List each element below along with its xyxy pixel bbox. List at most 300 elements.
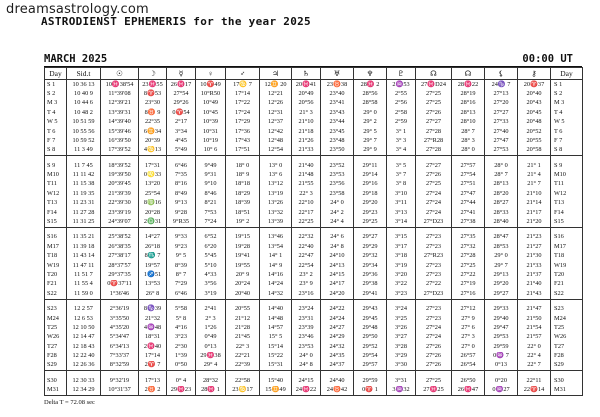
- table-cell: 27°35: [452, 227, 485, 242]
- table-cell: 9°33: [167, 227, 196, 242]
- table-cell: 15♊49: [260, 386, 292, 396]
- table-cell: 15°14: [260, 342, 292, 351]
- table-cell: 0°13: [196, 342, 226, 351]
- table-cell: 29°26: [167, 99, 196, 108]
- table-cell: 12 26 36: [67, 361, 101, 371]
- day-cell: M31: [551, 386, 583, 396]
- table-cell: 28° 0: [485, 156, 518, 171]
- table-body: [45, 80, 583, 396]
- table-cell: 4♋13: [139, 146, 167, 156]
- table-cell: 24°35: [321, 352, 354, 361]
- table-cell: 20°28: [139, 208, 167, 217]
- table-cell: 20°43: [518, 99, 551, 108]
- table-cell: 11 7 45: [67, 156, 101, 171]
- table-cell: 3°14: [387, 217, 416, 227]
- table-cell: 21° 4: [518, 171, 551, 180]
- day-cell: T20: [551, 270, 583, 279]
- table-cell: 27°16: [452, 289, 485, 299]
- column-header: ☉: [101, 68, 139, 80]
- table-row: [45, 299, 583, 314]
- table-cell: 18°31: [139, 333, 167, 342]
- table-cell: 23°44: [321, 118, 354, 127]
- table-cell: 18° 9: [226, 171, 260, 180]
- table-cell: 27° 6: [452, 323, 485, 332]
- table-cell: 27°22: [452, 270, 485, 279]
- table-cell: 3° 4: [387, 146, 416, 156]
- table-cell: 29°32: [354, 252, 387, 261]
- table-cell: 12 34 29: [67, 386, 101, 396]
- table-cell: 15°39'46: [101, 127, 139, 136]
- table-row: [45, 156, 583, 171]
- table-cell: 29°13: [485, 270, 518, 279]
- table-cell: 22°17: [292, 208, 321, 217]
- table-row: [45, 89, 583, 98]
- table-cell: 10 40 9: [67, 89, 101, 98]
- table-cell: 11 51 7: [67, 270, 101, 279]
- table-cell: 15°40: [260, 371, 292, 386]
- table-cell: 8°16: [167, 180, 196, 189]
- table-row: [45, 189, 583, 198]
- table-cell: 29° 9: [354, 146, 387, 156]
- table-cell: 29°59: [485, 342, 518, 351]
- day-cell: S 8: [45, 146, 67, 156]
- table-cell: 2°59: [387, 118, 416, 127]
- day-cell: S16: [551, 227, 583, 242]
- table-cell: 13° 6: [260, 171, 292, 180]
- table-cell: 29°27: [354, 227, 387, 242]
- table-cell: 11 39 18: [67, 242, 101, 251]
- table-cell: 12♊ 20: [260, 80, 292, 90]
- table-cell: 22°25: [292, 217, 321, 227]
- day-cell: S23: [551, 299, 583, 314]
- day-cell: W12: [551, 189, 583, 198]
- table-cell: 10°19: [196, 136, 226, 145]
- day-cell: S 1: [45, 80, 67, 90]
- table-cell: 19° 2: [226, 217, 260, 227]
- table-cell: 28°13: [485, 180, 518, 189]
- table-cell: 29°43: [354, 299, 387, 314]
- table-cell: 12 22 40: [67, 352, 101, 361]
- table-cell: 12°39'21: [101, 99, 139, 108]
- table-cell: 14° 9: [260, 261, 292, 270]
- table-cell: 2♒53: [387, 80, 416, 90]
- table-cell: 3°26: [387, 323, 416, 332]
- column-header: ⚷: [518, 68, 551, 80]
- table-cell: 23°31: [292, 314, 321, 323]
- table-cell: 29° 0: [354, 108, 387, 117]
- table-cell: 9°13: [167, 199, 196, 208]
- table-cell: 21°32: [139, 314, 167, 323]
- table-row: [45, 127, 583, 136]
- table-cell: 2°41: [196, 299, 226, 314]
- table-cell: 29°50: [354, 333, 387, 342]
- table-cell: 17°14: [226, 89, 260, 98]
- table-cell: 7°53: [196, 208, 226, 217]
- table-cell: 22°54: [292, 261, 321, 270]
- table-cell: 23°53: [321, 171, 354, 180]
- table-cell: 12 6 53: [67, 314, 101, 323]
- table-cell: 26°54: [452, 361, 485, 371]
- table-cell: 0°50: [167, 361, 196, 371]
- table-cell: 24° 4: [321, 217, 354, 227]
- table-cell: 10 44 6: [67, 99, 101, 108]
- table-cell: 28°19: [452, 89, 485, 98]
- day-cell: S 9: [45, 156, 67, 171]
- day-cell: S23: [45, 299, 67, 314]
- table-cell: 12°26: [260, 99, 292, 108]
- table-cell: 17°31: [139, 156, 167, 171]
- table-cell: 29°16: [354, 180, 387, 189]
- table-cell: 8°46: [196, 189, 226, 198]
- table-cell: 0♒ 7: [485, 352, 518, 361]
- table-cell: 0♌33: [139, 171, 167, 180]
- table-cell: 27°53: [485, 146, 518, 156]
- table-cell: 21°54: [518, 323, 551, 332]
- day-cell: T 6: [551, 127, 583, 136]
- table-cell: 28° 3: [452, 136, 485, 145]
- day-cell: S29: [551, 361, 583, 371]
- table-cell: 18°51: [226, 208, 260, 217]
- day-cell: T11: [551, 180, 583, 189]
- table-cell: 3°13: [387, 208, 416, 217]
- table-cell: 9°10: [196, 180, 226, 189]
- table-cell: 29° 4: [196, 361, 226, 371]
- table-cell: 28°40: [485, 217, 518, 227]
- table-cell: 19°57: [139, 261, 167, 270]
- table-cell: 27°40: [485, 127, 518, 136]
- table-cell: 20°49: [292, 89, 321, 98]
- table-cell: 22°35: [139, 118, 167, 127]
- table-cell: 13°20: [139, 180, 167, 189]
- day-cell: F21: [45, 280, 67, 289]
- column-header: ☽: [139, 68, 167, 80]
- table-cell: 11 43 14: [67, 252, 101, 261]
- table-cell: 15°22: [260, 352, 292, 361]
- table-cell: 10°45: [196, 108, 226, 117]
- table-cell: 13°54: [260, 242, 292, 251]
- table-cell: 21°23: [518, 227, 551, 242]
- table-cell: 24°13: [321, 261, 354, 270]
- table-cell: 24° 8: [321, 242, 354, 251]
- table-cell: 5°10: [196, 261, 226, 270]
- table-cell: 17°14: [139, 352, 167, 361]
- table-cell: 27° 3: [452, 333, 485, 342]
- table-cell: 21°10: [292, 118, 321, 127]
- table-cell: 28° 0: [452, 146, 485, 156]
- table-cell: 20°39: [139, 136, 167, 145]
- day-cell: F14: [45, 208, 67, 217]
- table-cell: 20°48: [518, 118, 551, 127]
- table-cell: 1°26: [196, 323, 226, 332]
- table-cell: 6°46: [167, 156, 196, 171]
- table-cell: 25°38'52: [101, 227, 139, 242]
- table-cell: 27°27: [485, 108, 518, 117]
- table-cell: 13°32: [260, 208, 292, 217]
- table-cell: 27°41: [452, 208, 485, 217]
- table-cell: 27°54: [452, 171, 485, 180]
- table-cell: 8°39: [167, 261, 196, 270]
- table-cell: 29°20: [354, 199, 387, 208]
- table-cell: 28°32: [196, 371, 226, 386]
- table-cell: 2°58: [387, 108, 416, 117]
- table-cell: 28♓22: [452, 80, 485, 90]
- table-cell: 10°31'37: [101, 386, 139, 396]
- table-cell: 23° 9: [292, 280, 321, 289]
- table-cell: 11°39'08: [101, 89, 139, 98]
- table-cell: 20°45: [518, 108, 551, 117]
- day-cell: W19: [45, 261, 67, 270]
- table-cell: 27°26: [416, 342, 452, 351]
- table-cell: 4♒48: [139, 323, 167, 332]
- table-cell: 23°48: [321, 136, 354, 145]
- table-cell: 3° 8: [387, 180, 416, 189]
- table-cell: 22°10: [292, 199, 321, 208]
- table-cell: 27°23: [416, 314, 452, 323]
- day-cell: F28: [551, 352, 583, 361]
- table-cell: 14°27: [139, 227, 167, 242]
- table-cell: 29°14: [354, 171, 387, 180]
- table-cell: 27°23: [416, 242, 452, 251]
- table-cell: 27°38: [452, 217, 485, 227]
- table-cell: 27°27: [416, 156, 452, 171]
- table-cell: 22°47: [292, 252, 321, 261]
- table-cell: 14°24: [260, 280, 292, 289]
- table-cell: 27°D23: [416, 289, 452, 299]
- table-cell: 29° 0: [485, 252, 518, 261]
- table-cell: 2° 3: [196, 314, 226, 323]
- table-cell: 0° 4: [167, 371, 196, 386]
- column-header: ♇: [387, 68, 416, 80]
- table-cell: 20°56: [292, 99, 321, 108]
- table-row: [45, 80, 583, 90]
- column-header: Day: [45, 68, 67, 80]
- table-cell: 21°20: [518, 217, 551, 227]
- table-row: [45, 361, 583, 371]
- table-cell: 29°38: [354, 280, 387, 289]
- table-cell: 28°37'57: [101, 261, 139, 270]
- table-cell: 23°39'19: [101, 208, 139, 217]
- table-cell: 27° 9: [452, 314, 485, 323]
- table-cell: 12 18 43: [67, 342, 101, 351]
- table-cell: 27°26: [416, 171, 452, 180]
- table-cell: 27°D23: [416, 217, 452, 227]
- table-cell: 24°29: [321, 333, 354, 342]
- table-cell: 3°23: [387, 289, 416, 299]
- table-row: [45, 199, 583, 208]
- table-cell: 3°10: [387, 189, 416, 198]
- table-cell: 29°52: [354, 342, 387, 351]
- table-cell: 11 27 28: [67, 208, 101, 217]
- table-cell: 24°17: [321, 280, 354, 289]
- table-cell: 11 31 25: [67, 217, 101, 227]
- table-cell: 3°25: [387, 314, 416, 323]
- table-cell: 7°29: [167, 280, 196, 289]
- table-cell: 10 36 13: [67, 80, 101, 90]
- table-cell: 22°58: [226, 371, 260, 386]
- table-cell: 9°R35: [167, 217, 196, 227]
- table-cell: 28°27: [485, 199, 518, 208]
- table-cell: 12°42: [260, 127, 292, 136]
- table-cell: 14°40: [260, 299, 292, 314]
- table-cell: 4°35'20: [101, 323, 139, 332]
- table-row: [45, 314, 583, 323]
- table-cell: 25°54: [139, 189, 167, 198]
- table-cell: 10 55 56: [67, 127, 101, 136]
- table-cell: 27°24: [416, 189, 452, 198]
- table-row: [45, 333, 583, 342]
- table-cell: 10°39: [196, 118, 226, 127]
- table-cell: 24° 6: [321, 227, 354, 242]
- table-cell: 27°12: [452, 299, 485, 314]
- table-row: [45, 146, 583, 156]
- table-cell: 3°23: [167, 333, 196, 342]
- table-cell: 28°53: [485, 242, 518, 251]
- table-cell: 3° 3: [387, 136, 416, 145]
- table-cell: 6°52: [196, 227, 226, 242]
- column-header: ☿: [167, 68, 196, 80]
- table-cell: 21°26: [292, 136, 321, 145]
- table-cell: 14°48: [260, 314, 292, 323]
- table-cell: 0♈54: [167, 108, 196, 117]
- table-cell: 22°32: [292, 227, 321, 242]
- day-cell: W 5: [45, 118, 67, 127]
- table-cell: 27°R28: [416, 136, 452, 145]
- day-cell: F28: [45, 352, 67, 361]
- table-cell: 20♓41: [292, 80, 321, 90]
- day-cell: M31: [45, 386, 67, 396]
- day-cell: S 1: [551, 80, 583, 90]
- table-cell: 20° 9: [226, 270, 260, 279]
- table-cell: 27°24: [416, 208, 452, 217]
- table-cell: 10♓38'54: [101, 80, 139, 90]
- table-cell: 27°25: [416, 371, 452, 386]
- table-cell: 22° 4: [518, 352, 551, 361]
- table-cell: 2°56: [387, 99, 416, 108]
- table-cell: 0°13: [485, 361, 518, 371]
- table-cell: 20°52: [518, 127, 551, 136]
- day-cell: T25: [551, 323, 583, 332]
- table-cell: 12°21: [260, 89, 292, 98]
- day-cell: S29: [45, 361, 67, 371]
- table-row: [45, 342, 583, 351]
- table-cell: 27°25: [416, 99, 452, 108]
- table-cell: 9°23: [167, 242, 196, 251]
- table-cell: 24°10: [321, 252, 354, 261]
- table-cell: 26°18: [139, 242, 167, 251]
- table-cell: 21°27: [518, 242, 551, 251]
- table-cell: 19°15: [226, 227, 260, 242]
- day-cell: T25: [45, 323, 67, 332]
- table-cell: 0♈37'11: [101, 280, 139, 289]
- table-cell: 22° 0: [518, 342, 551, 351]
- table-cell: 22° 3: [292, 189, 321, 198]
- table-cell: 27°R23: [416, 252, 452, 261]
- table-row: [45, 108, 583, 117]
- column-header: ♂: [226, 68, 260, 80]
- table-cell: 21°43: [518, 289, 551, 299]
- table-cell: 17°43: [226, 136, 260, 145]
- table-cell: 0♒27: [485, 386, 518, 396]
- table-cell: 22°39'30: [101, 199, 139, 208]
- table-row: [45, 261, 583, 270]
- table-cell: 21° 1: [518, 156, 551, 171]
- table-row: [45, 180, 583, 189]
- table-cell: 27°26: [416, 108, 452, 117]
- column-header: ☊: [452, 68, 485, 80]
- table-cell: 29°59: [354, 371, 387, 386]
- table-cell: 6♊34: [139, 127, 167, 136]
- table-row: [45, 136, 583, 145]
- table-cell: 23°40: [321, 89, 354, 98]
- table-cell: 27°33: [485, 118, 518, 127]
- day-cell: S16: [45, 227, 67, 242]
- day-cell: M17: [45, 242, 67, 251]
- table-cell: 23°46: [292, 333, 321, 342]
- table-cell: 14°39'40: [101, 118, 139, 127]
- table-cell: 21°12: [226, 314, 260, 323]
- table-cell: 24°22: [321, 299, 354, 314]
- table-cell: 20°39'45: [101, 180, 139, 189]
- table-cell: 21°48: [292, 171, 321, 180]
- table-cell: 27°20: [485, 99, 518, 108]
- table-row: [45, 386, 583, 396]
- table-cell: 12°31: [260, 108, 292, 117]
- table-cell: 27°27: [416, 118, 452, 127]
- table-cell: 29°48: [354, 323, 387, 332]
- table-cell: 19°55: [226, 261, 260, 270]
- day-cell: W26: [551, 333, 583, 342]
- table-cell: 12 10 50: [67, 323, 101, 332]
- table-row: [45, 252, 583, 261]
- ephemeris-table: [44, 67, 583, 396]
- table-cell: 27°13: [485, 89, 518, 98]
- day-cell: W26: [45, 333, 67, 342]
- table-cell: 11 35 21: [67, 227, 101, 242]
- day-cell: M10: [551, 171, 583, 180]
- table-cell: 9°28: [167, 208, 196, 217]
- table-cell: 6°34'13: [101, 342, 139, 351]
- table-cell: 7°24: [196, 217, 226, 227]
- table-cell: 2♎31: [139, 217, 167, 227]
- table-cell: 27°19: [452, 280, 485, 289]
- table-cell: 0♈ 1: [354, 386, 387, 396]
- table-row: [45, 227, 583, 242]
- table-cell: 29°27: [485, 289, 518, 299]
- table-cell: 10 51 59: [67, 118, 101, 127]
- table-row: [45, 352, 583, 361]
- table-row: [45, 323, 583, 332]
- table-cell: 29♓38: [196, 352, 226, 361]
- table-cell: 11 55 4: [67, 280, 101, 289]
- table-cell: 28♓ 1: [196, 386, 226, 396]
- table-cell: 24°39'07: [101, 217, 139, 227]
- table-cell: 1°36'46: [101, 289, 139, 299]
- table-cell: 29°20: [485, 280, 518, 289]
- table-cell: 24° 0: [321, 199, 354, 208]
- table-cell: 13°46: [260, 227, 292, 242]
- day-cell: M10: [45, 171, 67, 180]
- table-cell: 3°28: [387, 342, 416, 351]
- table-cell: 18°39'52: [101, 156, 139, 171]
- page-title: ASTRODIENST EPHEMERIS for the year 2025: [41, 15, 311, 28]
- table-cell: 13° 0: [260, 156, 292, 171]
- table-cell: 28°13: [452, 108, 485, 117]
- table-cell: 20°40: [226, 289, 260, 299]
- table-cell: 20°40: [518, 89, 551, 98]
- day-cell: T11: [45, 180, 67, 189]
- table-cell: 21° 7: [518, 180, 551, 189]
- table-cell: 21°45: [226, 333, 260, 342]
